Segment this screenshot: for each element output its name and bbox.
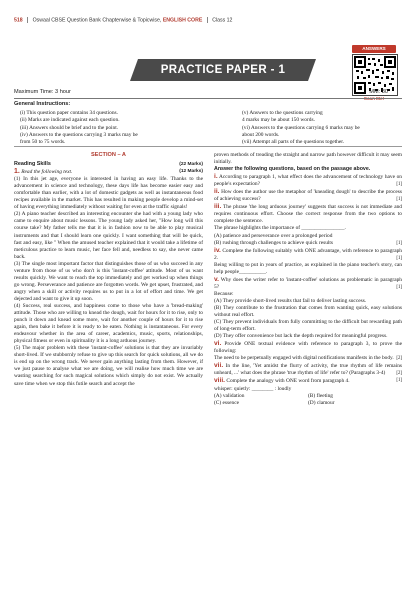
question-1-marks: (12 Marks) — [179, 169, 203, 175]
passage-paragraph: (4) Success, real success, and happiness come to those who have a 'bread-making' attitude. Those who are willing to knead the dough, wait for hours for it to rise, only to punch it down and knead some more, wait for another couple of hours for it to rise again, then bake it before it is ready to be eaten. Nothing is instantaneous. For every endeavour whether in the area of career, academics, music, sports, relationships, physical fitness or even in spirituality it is a long arduous journey. — [14, 302, 203, 345]
question-text: According to paragraph 1, what effect does the advancement of technology have on people's expectation? — [214, 174, 402, 188]
question-text: In the line, 'Yet amidst the flurry of activity, the true rhythm of life remains unheard, ...' what does the phrase 'true rhythm of life' refer to? (Paragraphs 3-4) — [214, 363, 402, 377]
instructions-title: General Instructions: — [14, 101, 71, 107]
question-stem: The phrase highlights the importance of ________________. — [214, 225, 346, 232]
passage-paragraph: (1) In this jet age, everyone is interested in having an easy life. Thanks to the advancement in science and technology, these days life has become easier easy and comfortable than earlier, with a lot of domestic gadgets as well as instantaneous food recipes available in the market. This has resulted in making people develop a mind-set of having everything immediately without waiting for even at the traffic signals! — [14, 176, 203, 211]
question-text: Complete the following suitably with ONE advantage, with reference to paragraph 2. — [214, 247, 402, 261]
page-number: 518 — [14, 17, 23, 24]
question-number: iv. — [214, 246, 221, 254]
question-stem: Because: — [214, 290, 234, 297]
question-number: vi. — [214, 340, 222, 348]
question-number: i. — [214, 173, 218, 181]
options-row — [214, 400, 402, 407]
question-number: viii. — [214, 377, 225, 385]
page-header — [14, 17, 232, 23]
question-stem: The need to be perpetually engaged with digital notifications manifests in the body. — [214, 355, 394, 362]
question-marks: [2] — [396, 371, 402, 377]
options-row — [214, 393, 402, 400]
question-text: The phrase 'the long arduous journey' suggests that success is not immediate and requires continuous effort. Choose the correct response from the two options to complete the sentence. — [214, 204, 402, 225]
instructions-left — [20, 110, 200, 146]
answers-label: ANSWERS — [352, 45, 396, 53]
instruction-item: (ii) Marks are indicated against each question. — [20, 117, 120, 124]
option: (C) essence — [214, 399, 239, 406]
question-number: v. — [214, 275, 220, 283]
instruction-item: 4 marks may be about 150 words. — [242, 117, 315, 124]
passage-paragraph: (3) The single most important factor that distinguishes those of us who succeed in any venture from those of us who don't is this 'instant-coffee' attitude. Most of us want results quickly. We want to reach the top immediately and get worked up when things go wrong. Perseverance and patience are forgotten words. We get upset, frustrated, and angry when a skill or activity requires us to put in a lot of effort and time. We get dejected and want to give it up soon. — [14, 260, 203, 302]
reading-skills-marks: (22 Marks) — [179, 162, 203, 168]
option: (B) rushing through challenges to achieve quick results — [214, 239, 334, 246]
right-column — [214, 152, 402, 407]
header-divider — [207, 17, 208, 23]
option: (D) They offer convenience but lack the depth required for meaningful progress. — [214, 333, 388, 340]
general-instructions — [14, 101, 402, 146]
question-1-row — [14, 168, 203, 176]
question-number: iii. — [214, 203, 222, 211]
question-text: Provide ONE textual evidence with reference to paragraph 3, to prove the following: — [214, 341, 402, 355]
question-marks: [1] — [396, 378, 402, 384]
question-number: 1. — [14, 168, 20, 176]
question-1-text: Read the following text. — [21, 169, 73, 176]
question-text: How does the author use the metaphor of 'kneading dough' to describe the process of achieving success? — [214, 189, 402, 203]
paper-title: PRACTICE PAPER - 1 — [160, 64, 286, 76]
question-marks: [1] — [396, 284, 402, 290]
divider — [14, 146, 402, 147]
book-title: Oswaal CBSE Question Bank Chapterwise & Topicwise, — [32, 17, 162, 24]
instruction-item: (i) This question paper contains 34 questions. — [20, 110, 118, 116]
reading-skills-row — [14, 161, 203, 168]
question-marks: [1] — [396, 255, 402, 261]
subject-label: ENGLISH CORE — [162, 17, 203, 24]
instruction-item: (iv) Answers to the questions carrying 3 marks may be — [20, 131, 138, 138]
instructions-right — [242, 110, 402, 146]
question-marks: [1] — [396, 240, 402, 246]
instruction-item: from 50 to 75 words. — [20, 139, 66, 146]
instruction-item: about 200 words. — [242, 131, 280, 138]
question-marks: [2] — [396, 356, 402, 362]
option: (A) patience and perseverance over a prolonged period — [214, 232, 333, 239]
passage-continuation: proven methods of treading the straight and narrow path however difficult it may seem initially. — [214, 152, 402, 166]
max-marks: MM: 80 — [369, 89, 388, 95]
option: (A) They provide short-lived results that fail to deliver lasting success. — [214, 297, 367, 304]
option: (D) clamour — [308, 399, 335, 406]
option: (C) They prevent individuals from fully committing to the difficult but rewarding path of long-term effort. — [214, 319, 402, 333]
passage-paragraph: (5) The major problem with these 'instant-coffee' solutions is that they are invariably short-lived. If we stubbornly refuse to give up this search for quick solutions, all we do is end up on the wrong track. We never gain anything lasting from them. However, if we just pause to analyse what we are doing, we will realise how much time we are wasting searching for such magical solutions which simply do not exist. We actually save time when we stop this futile search and accept the — [14, 345, 203, 387]
questions-instruction: Answer the following questions, based on the passage above. — [214, 166, 371, 173]
exam-meta — [14, 89, 402, 95]
passage-paragraph: (2) A piano teacher described an interesting encounter she had with a young lady who came to enquire about music lessons. The young lady asked her, "How long will this course take? My father tells me that it is in fashion now to be able to play musical instruments and that I should learn one quickly. I want something that will be quick, fast and easy, like " When the amused teacher explained that it would take a lifetime of meticulous practice to learn music, her face fell and, needless to say, she never came back. — [14, 211, 203, 260]
question-stem: whisper: quietly: ________ : loudly — [214, 385, 292, 392]
max-time: Maximum Time: 3 hour — [14, 89, 71, 95]
instruction-item: (iii) Answers should be brief and to the point. — [20, 124, 119, 131]
question-number: vii. — [214, 362, 224, 370]
question-marks: [1] — [396, 197, 402, 203]
question-stem: Being willing to put in years of practice, as explained in the piano teacher's story, can help people__________. — [214, 261, 402, 275]
option: (A) validation — [214, 392, 245, 399]
question-text: Complete the analogy with ONE word from paragraph 4. — [226, 378, 350, 385]
divider — [14, 98, 402, 99]
option: (B) fleeting — [308, 392, 333, 399]
instruction-item: (vi) Answers to the questions carrying 6 marks may be — [242, 124, 360, 131]
class-label: Class 12 — [212, 17, 233, 24]
instruction-item: (vii) Attempt all parts of the questions together. — [242, 139, 345, 146]
question-marks: [1] — [396, 182, 402, 188]
instruction-item: (v) Answers to the questions carrying — [242, 110, 323, 116]
question-number: ii. — [214, 188, 220, 196]
question-text: Why does the writer refer to 'instant-coffee' solutions as problematic in paragraph 5? — [214, 276, 402, 290]
reading-skills-title: Reading Skills — [14, 161, 51, 168]
left-column — [14, 152, 203, 388]
section-heading: SECTION – A — [91, 152, 126, 158]
header-divider — [27, 17, 28, 23]
option: (B) They contribute to the frustration that comes from wanting quick, easy solutions without real effort. — [214, 304, 402, 319]
